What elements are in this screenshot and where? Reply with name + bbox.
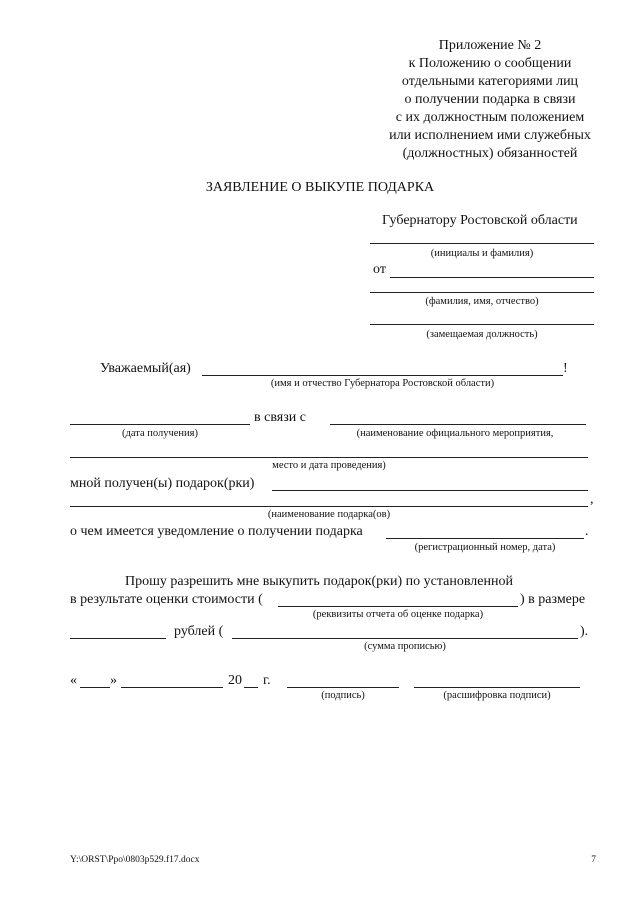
gift-line-2 [70, 506, 588, 507]
appendix-line-2: к Положению о сообщении [408, 56, 572, 71]
hint-date: (дата получения) [122, 428, 198, 439]
in-connection-label: в связи с [254, 410, 306, 425]
position-line [370, 324, 594, 325]
hint-report: (реквизиты отчета об оценке подарка) [312, 609, 484, 620]
notice-label: о чем имеется уведомление о получении подарка [70, 524, 363, 539]
appendix-line-5: с их должностным положением [395, 110, 585, 125]
greeting-line [202, 375, 563, 376]
request-line-1: Прошу разрешить мне выкупить подарок(рки) по установленной [125, 574, 513, 589]
initials-line [370, 243, 594, 244]
from-line [390, 277, 594, 278]
amount-digits-line [70, 638, 166, 639]
fio-line [370, 292, 594, 293]
hint-place: место и дата проведения) [272, 460, 386, 471]
appendix-line-6: или исполнением ими служебных [389, 128, 591, 143]
hint-gift: (наименование подарка(ов) [267, 509, 391, 520]
appendix-line-3: отдельными категориями лиц [401, 74, 579, 89]
quote-open: « [70, 673, 77, 688]
hint-amount: (сумма прописью) [364, 641, 446, 652]
rubles-end: ). [580, 624, 589, 639]
greeting-label: Уважаемый(ая) [100, 361, 191, 376]
signature-line [287, 687, 399, 688]
footer-path: Y:\ORST\Ppo\0803p529.f17.docx [70, 855, 200, 865]
hint-initials: (инициалы и фамилия) [430, 248, 534, 259]
gift-comma: , [590, 492, 594, 507]
greeting-exclamation: ! [563, 361, 568, 376]
hint-signature: (подпись) [321, 690, 365, 701]
day-line [80, 687, 110, 688]
page-number: 7 [591, 855, 596, 865]
year-suffix: г. [263, 673, 271, 688]
request-line-2-end: ) в размере [520, 592, 586, 607]
hint-position: (замещаемая должность) [426, 329, 538, 340]
amount-words-line [232, 638, 578, 639]
notice-period: . [585, 524, 589, 539]
report-line [278, 606, 518, 607]
received-label: мной получен(ы) подарок(рки) [70, 476, 255, 491]
appendix-line-4: о получении подарка в связи [404, 92, 576, 107]
appendix-line-7: (должностных) обязанностей [402, 146, 578, 161]
event-line [330, 424, 586, 425]
rubles-label: рублей ( [174, 624, 224, 639]
hint-registration: (регистрационный номер, дата) [414, 542, 556, 553]
date-line [70, 424, 250, 425]
year-line [244, 687, 258, 688]
hint-fio: (фамилия, имя, отчество) [425, 296, 539, 307]
quote-close: » [110, 673, 117, 688]
from-label: от [373, 262, 386, 277]
request-line-2-start: в результате оценки стоимости ( [70, 592, 263, 607]
appendix-line-1: Приложение № 2 [438, 38, 542, 53]
hint-event: (наименование официального мероприятия, [356, 428, 554, 439]
addressee-to: Губернатору Ростовской области [382, 213, 578, 228]
place-line [70, 457, 588, 458]
year-prefix: 20 [228, 673, 242, 688]
hint-decoding: (расшифровка подписи) [443, 690, 551, 701]
hint-governor: (имя и отчество Губернатора Ростовской области) [270, 378, 495, 389]
month-line [121, 687, 223, 688]
gift-line-1 [272, 490, 588, 491]
registration-line [386, 538, 584, 539]
decoding-line [414, 687, 580, 688]
document-title: ЗАЯВЛЕНИЕ О ВЫКУПЕ ПОДАРКА [205, 180, 435, 195]
